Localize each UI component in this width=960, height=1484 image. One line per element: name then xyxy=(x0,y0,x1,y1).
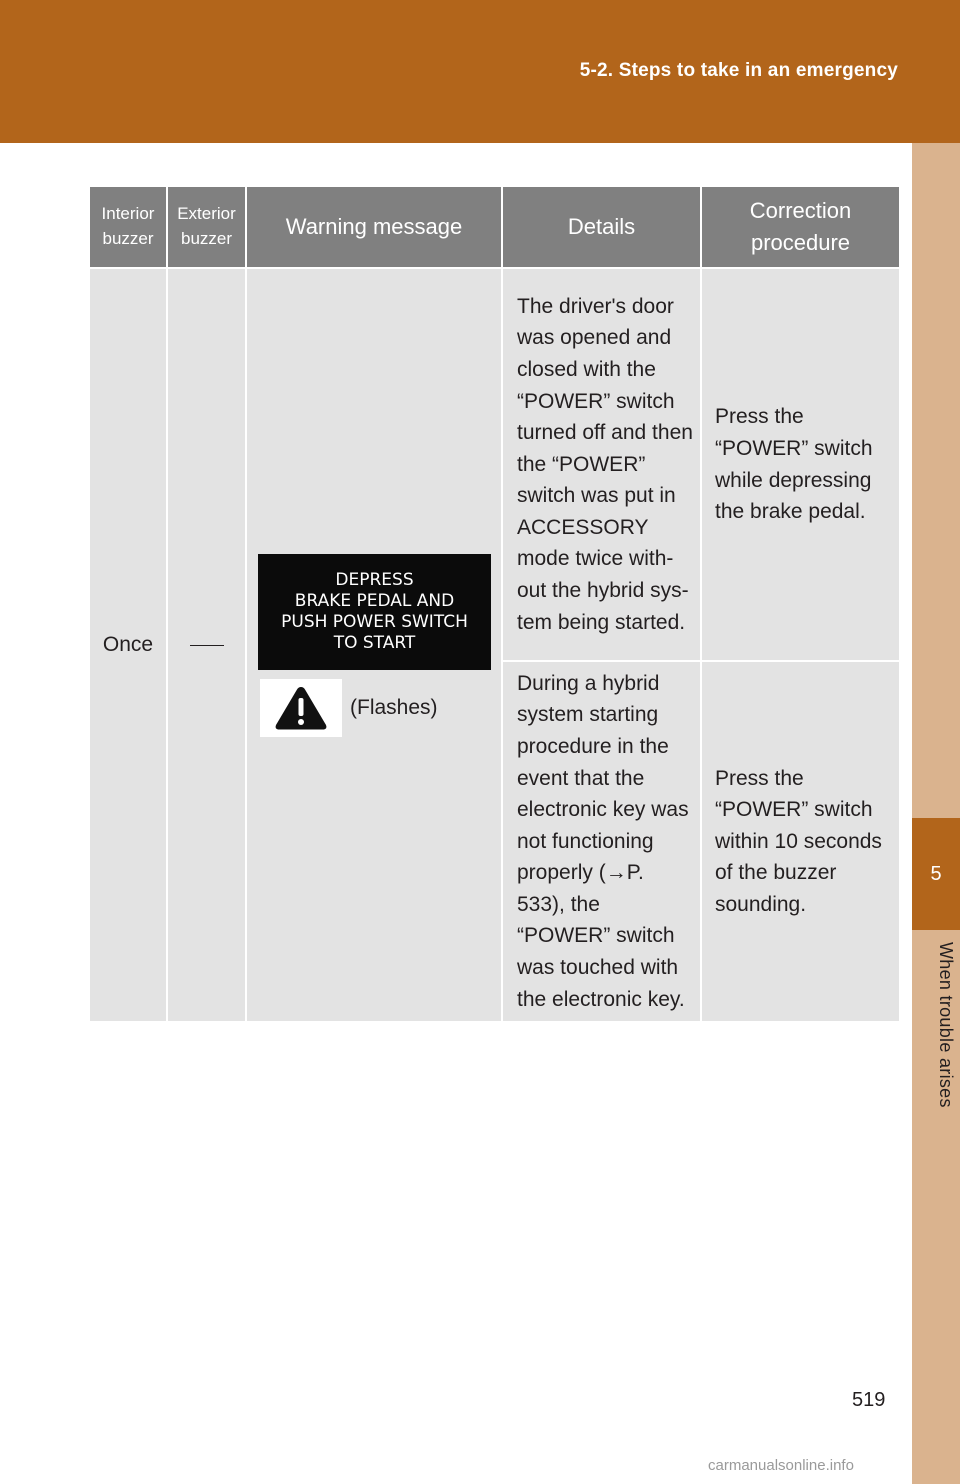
flashes-note: (Flashes) xyxy=(350,695,438,719)
chapter-title: When trouble arises xyxy=(936,942,956,1108)
none-dash xyxy=(190,645,224,646)
exterior-buzzer-cell xyxy=(167,268,246,1022)
column-header-interior-buzzer: Interior buzzer xyxy=(89,186,167,268)
column-header-details: Details xyxy=(502,186,701,268)
warning-message-cell xyxy=(246,268,502,1022)
display-line: PUSH POWER SWITCH xyxy=(281,611,468,632)
table-header-row xyxy=(89,186,900,268)
table-row xyxy=(89,268,900,661)
details-cell: The driver's door was opened and closed with the “POWER” switch turned off and then the “POWER” switch was put in ACCESSORY mode twice with-out the hybrid sys-tem being started. xyxy=(502,268,701,661)
column-header-exterior-buzzer: Exterior buzzer xyxy=(167,186,246,268)
chapter-side-strip xyxy=(912,143,960,1484)
multi-display-message xyxy=(258,554,491,670)
watermark: carmanualsonline.info xyxy=(708,1457,854,1474)
correction-cell: Press the “POWER” switch within 10 seconds of the buzzer sounding. xyxy=(701,661,900,1022)
column-header-warning-message: Warning message xyxy=(246,186,502,268)
interior-buzzer-cell: Once xyxy=(89,268,167,1022)
display-line: TO START xyxy=(333,632,416,653)
page-number: 519 xyxy=(852,1389,886,1411)
details-cell: During a hybrid system starting procedure in the event that the electronic key was not functioning properly (→P. 533), the “POWER” switch was touched with the electronic key. xyxy=(502,661,701,1022)
warning-table xyxy=(88,185,901,1023)
column-header-correction-procedure: Correction procedure xyxy=(701,186,900,268)
display-line: BRAKE PEDAL AND xyxy=(294,590,455,611)
section-title: 5-2. Steps to take in an emergency xyxy=(579,60,898,81)
chapter-number-tab[interactable]: 5 xyxy=(912,818,960,930)
correction-cell: Press the “POWER” switch while depressing the brake pedal. xyxy=(701,268,900,661)
display-line: DEPRESS xyxy=(335,569,414,590)
flash-indicator-row xyxy=(260,679,501,737)
warning-exclamation-icon xyxy=(260,679,342,737)
